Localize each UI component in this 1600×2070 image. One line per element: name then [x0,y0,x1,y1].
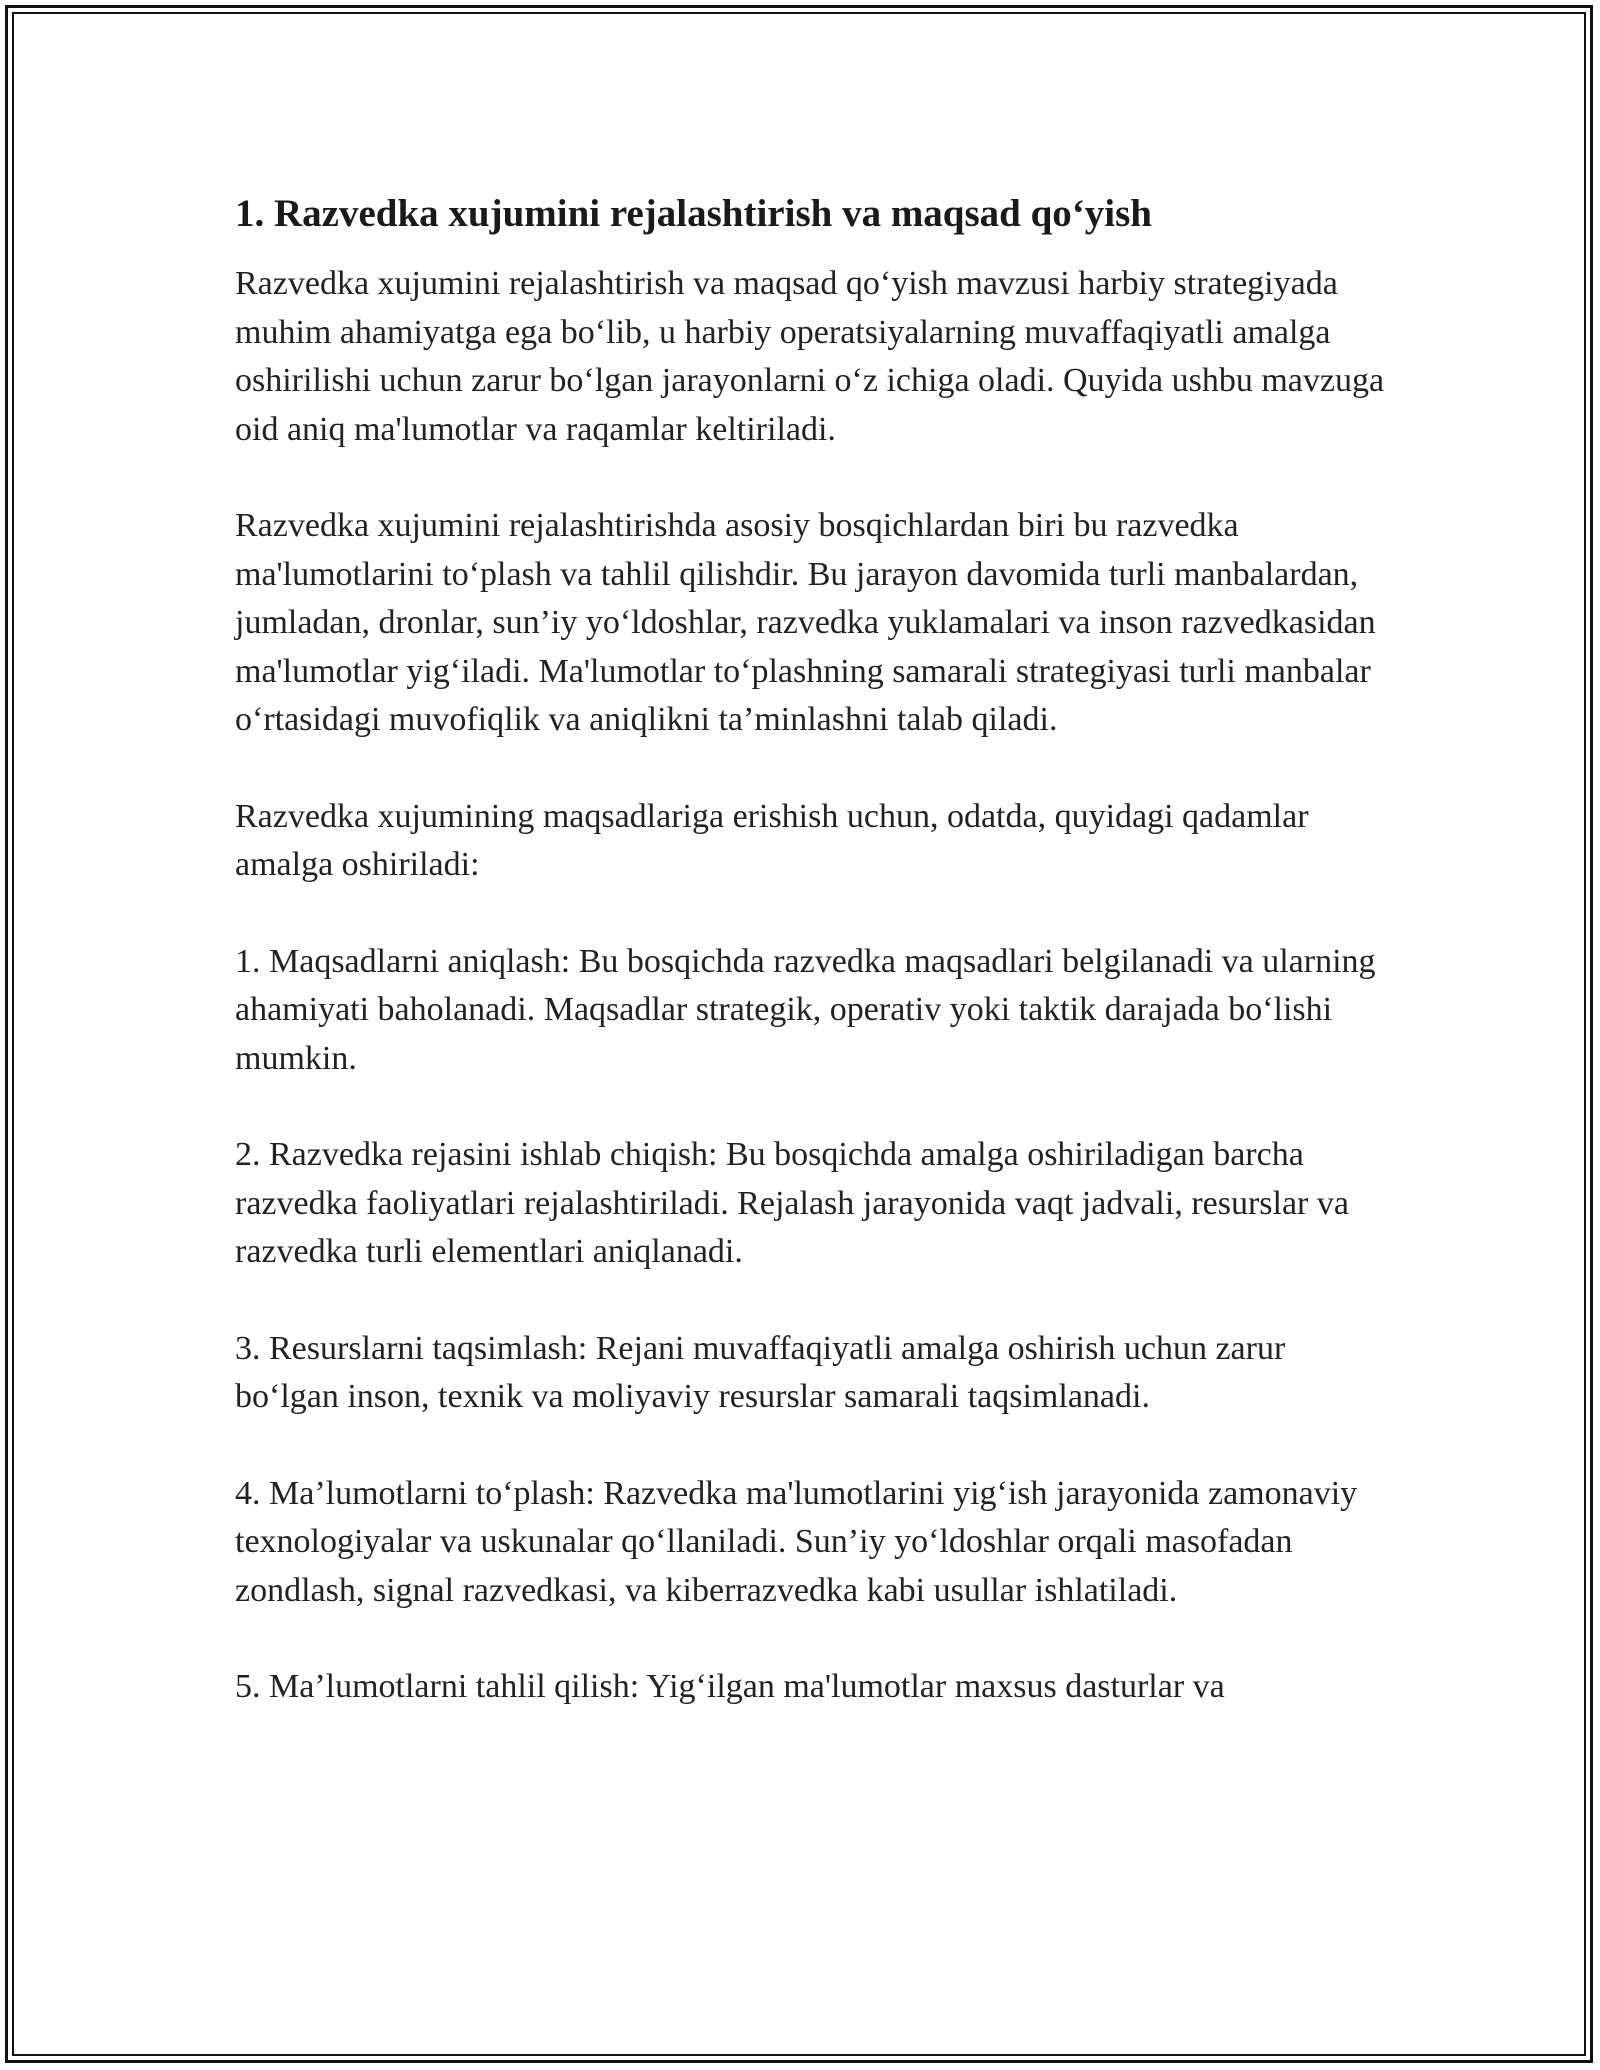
document-page [235,186,1385,1712]
section-heading: 1. Razvedka xujumini rejalashtirish va maqsad qo‘yish [235,192,1152,235]
list-item-step-3: 3. Resurslarni taqsimlash: Rejani muvaffaqiyatli amalga oshirish uchun zarur bo‘lgan inson, texnik va moliyaviy resurslar samarali taqsimlanadi. [235,1329,1286,1415]
list-item-step-5: 5. Ma’lumotlarni tahlil qilish: Yig‘ilgan ma'lumotlar maxsus dasturlar va [235,1668,1225,1705]
paragraph-data-collection: Razvedka xujumini rejalashtirishda asosiy bosqichlardan biri bu razvedka ma'lumotlarini to‘plash va tahlil qilishdir. Bu jarayon davomida turli manbalardan, jumladan, dronlar, sun’iy yo‘ldoshlar, razvedka yuklamalari va inson razvedkasidan ma'lumotlar yig‘iladi. Ma'lumotlar to‘plashning samarali strategiyasi turli manbalar o‘rtasidagi muvofiqlik va aniqlikni ta’minlashni talab qiladi. [235,507,1376,738]
list-item-step-1: 1. Maqsadlarni aniqlash: Bu bosqichda razvedka maqsadlari belgilanadi va ularning ahamiyati baholanadi. Maqsadlar strategik, operativ yoki taktik darajada bo‘lishi mumkin. [235,942,1376,1077]
intro-paragraph: Razvedka xujumini rejalashtirish va maqsad qo‘yish mavzusi harbiy strategiyada muhim ahamiyatga ega bo‘lib, u harbiy operatsiyalarning muvaffaqiyatli amalga oshirilishi uchun zarur bo‘lgan jarayonlarni o‘z ichiga oladi. Quyida ushbu mavzuga oid aniq ma'lumotlar va raqamlar keltiriladi. [235,265,1385,448]
list-item-step-4: 4. Ma’lumotlarni to‘plash: Razvedka ma'lumotlarini yig‘ish jarayonida zamonaviy texnologiyalar va uskunalar qo‘llaniladi. Sun’iy yo‘ldoshlar orqali masofadan zondlash, signal razvedkasi, va kiberrazvedka kabi usullar ishlatiladi. [235,1474,1358,1609]
list-item-step-2: 2. Razvedka rejasini ishlab chiqish: Bu bosqichda amalga oshiriladigan barcha razvedka faoliyatlari rejalashtiriladi. Rejalash jarayonida vaqt jadvali, resurslar va razvedka turli elementlari aniqlanadi. [235,1136,1349,1270]
paragraph-steps-intro: Razvedka xujumining maqsadlariga erishish uchun, odatda, quyidagi qadamlar amalga oshiriladi: [235,797,1309,883]
